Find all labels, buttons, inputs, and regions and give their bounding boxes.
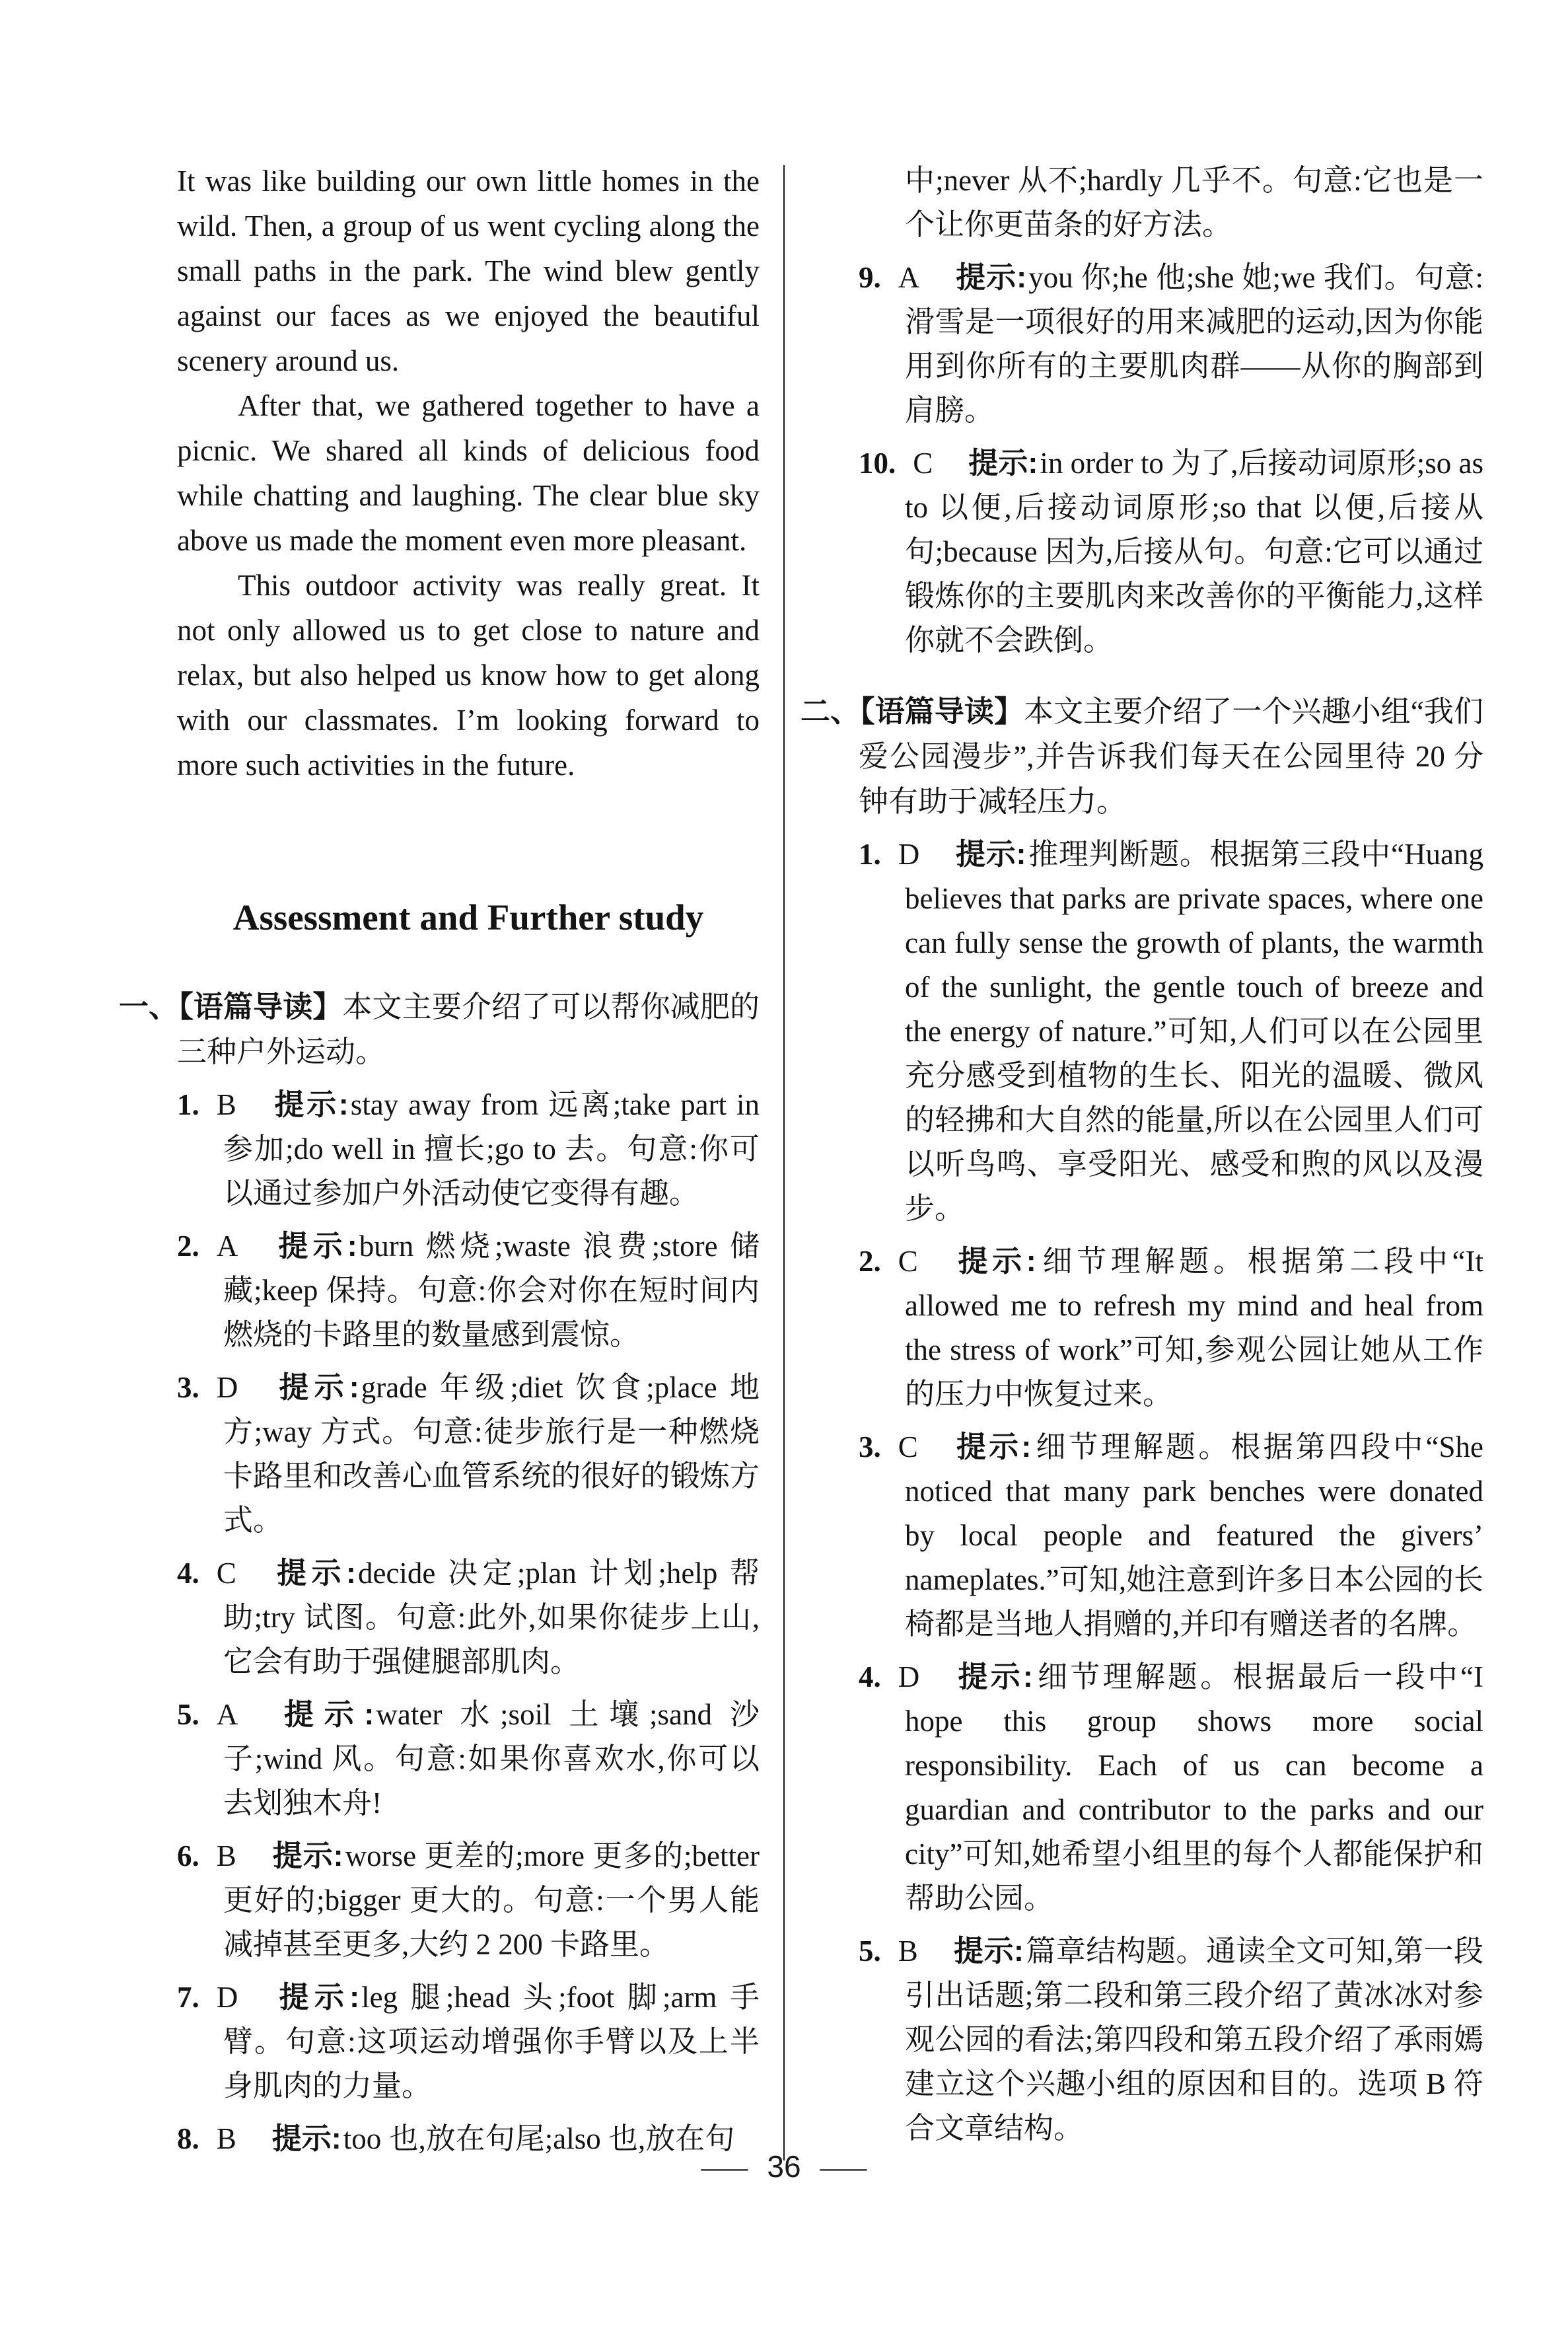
item-answer: B bbox=[216, 2122, 236, 2155]
hint-label: 提示: bbox=[953, 1934, 1024, 1968]
section-text: 本文主要介绍了可以帮你减肥的三种户外运动。 bbox=[177, 990, 760, 1068]
item-number: 4. bbox=[859, 1660, 881, 1693]
item-number: 5. bbox=[859, 1935, 881, 1968]
answer-item bbox=[859, 1424, 1483, 1646]
answer-item bbox=[177, 1224, 760, 1357]
answer-item bbox=[177, 1082, 760, 1216]
hint-label: 提示: bbox=[968, 446, 1038, 480]
item-number: 6. bbox=[177, 1839, 199, 1872]
answer-item bbox=[177, 1551, 760, 1684]
item-number: 1. bbox=[177, 1088, 199, 1121]
item-text: water 水;soil 土壤;sand 沙子;wind 风。句意:如果你喜欢水,你可以去划独木舟! bbox=[223, 1698, 760, 1820]
item-number: 3. bbox=[177, 1371, 199, 1404]
answer-item bbox=[177, 1365, 760, 1543]
hint-label: 提示: bbox=[271, 2122, 341, 2155]
item-number: 2. bbox=[177, 1230, 199, 1263]
item-number: 4. bbox=[177, 1557, 199, 1590]
item-answer: D bbox=[216, 1981, 238, 2014]
item-number: 7. bbox=[177, 1981, 199, 2014]
item-answer: A bbox=[216, 1230, 238, 1263]
item-number: 2. bbox=[859, 1245, 881, 1278]
answer-item bbox=[859, 441, 1483, 663]
item-answer: D bbox=[216, 1371, 238, 1404]
answer-item bbox=[859, 1654, 1483, 1921]
section-heading: Assessment and Further study bbox=[232, 897, 704, 938]
footer-dash-left: — bbox=[701, 2151, 748, 2184]
left-column bbox=[119, 159, 760, 2161]
hint-label: 提示: bbox=[953, 1430, 1032, 1463]
item-text: stay away from 远离;take part in 参加;do well in 擅长;go to 去。句意:你可以通过参加户外活动使它变得有趣。 bbox=[223, 1088, 760, 1210]
item-answer: C bbox=[913, 447, 933, 480]
item-text: worse 更差的;more 更多的;better 更好的;bigger 更大的。句意:一个男人能减掉甚至更多,大约 2 200 卡路里。 bbox=[223, 1839, 760, 1961]
hint-label: 提示: bbox=[271, 1088, 349, 1121]
answer-item bbox=[177, 1692, 760, 1826]
section-intro bbox=[119, 984, 760, 1074]
item-number: 3. bbox=[859, 1430, 881, 1463]
essay-paragraph: It was like building our own little homes in the wild. Then, a group of us went cycling along the small paths in the park. The wind blew gently against our faces as we enjoyed the beautiful scenery around us. bbox=[177, 165, 760, 377]
right-column bbox=[801, 159, 1483, 2151]
item-text: decide 决定;plan 计划;help 帮助;try 试图。句意:此外,如果你徒步上山,它会有助于强健腿部肌肉。 bbox=[223, 1557, 760, 1678]
column-divider bbox=[783, 165, 785, 2160]
hint-label: 提示: bbox=[271, 1556, 356, 1590]
hint-label: 提示: bbox=[955, 260, 1027, 294]
item-answer: C bbox=[898, 1430, 918, 1463]
item-text: you 你;he 他;she 她;we 我们。句意:滑雪是一项很好的用来减肥的运动,因为你能用到你所有的主要肌肉群——从你的胸部到肩膀。 bbox=[905, 261, 1483, 427]
section-marker: 二、 bbox=[801, 694, 861, 728]
section-label: 【语篇导读】 bbox=[178, 990, 343, 1023]
section-text: 本文主要介绍了一个兴趣小组“我们爱公园漫步”,并告诉我们每天在公园里待 20 分钟有助于减轻压力。 bbox=[859, 695, 1483, 818]
item-text: 推理判断题。根据第三段中“Huang believes that parks are private spaces, where one can fully sense the growth of plants, the warmth of the sunlight, the gentle touch of breeze and the energy of nature.”可知,人们可以在公园里充分感受到植物的生长、阳光的温暖、微风的轻拂和大自然的能量,所以在公园里人们可以听鸟鸣、享受阳光、感受和煦的风以及漫步。 bbox=[905, 838, 1483, 1225]
item-answer: B bbox=[216, 1839, 236, 1872]
section-marker: 一、 bbox=[119, 990, 179, 1023]
item-answer: B bbox=[216, 1088, 236, 1121]
item-text: in order to 为了,后接动词原形;so as to 以便,后接动词原形;so that 以便,后接从句;because 因为,后接从句。句意:它可以通过锻炼你的主要肌肉来改善你的平衡能力,这样你就不会跌倒。 bbox=[905, 447, 1483, 657]
footer-dash-right: — bbox=[820, 2151, 867, 2184]
item-text: 篇章结构题。通读全文可知,第一段引出话题;第二段和第三段介绍了黄冰冰对参观公园的看法;第四段和第五段介绍了承雨嫣建立这个兴趣小组的原因和目的。选项 B 符合文章结构。 bbox=[905, 1935, 1483, 2145]
item-text: 细节理解题。根据最后一段中“I hope this group shows more social responsibility. Each of us can become a guardian and contributor to the parks and our city”可知,她希望小组里的每个人都能保护和帮助公园。 bbox=[905, 1660, 1483, 1915]
item-answer: A bbox=[216, 1698, 238, 1731]
hint-label: 提示: bbox=[273, 1980, 360, 2014]
hint-label: 提示: bbox=[273, 1229, 357, 1263]
item-text: grade 年级;diet 饮食;place 地方;way 方式。句意:徒步旅行是一种燃烧卡路里和改善心血管系统的很好的锻炼方式。 bbox=[223, 1371, 760, 1537]
answer-item bbox=[859, 255, 1483, 433]
section-label: 【语篇导读】 bbox=[860, 694, 1024, 728]
item-answer: B bbox=[898, 1935, 918, 1968]
page-number: 36 bbox=[767, 2149, 801, 2184]
essay-paragraph: This outdoor activity was really great. It not only allowed us to get close to nature and relax, but also helped us know how to get along with our classmates. I’m looking forward to more such activities in the future. bbox=[177, 569, 760, 782]
answer-item bbox=[177, 1833, 760, 1967]
item-continuation: 中;never 从不;hardly 几乎不。句意:它也是一个让你更苗条的好方法。 bbox=[905, 164, 1483, 241]
item-number: 9. bbox=[859, 261, 881, 294]
item-text: leg 腿;head 头;foot 脚;arm 手臂。句意:这项运动增强你手臂以及上半身肌肉的力量。 bbox=[223, 1981, 760, 2102]
hint-label: 提示: bbox=[273, 1370, 359, 1404]
item-text: 细节理解题。根据第二段中“It allowed me to refresh my mind and heal from the stress of work”可知,参观公园让她从工作的压力中恢复过来。 bbox=[905, 1245, 1483, 1411]
answer-item bbox=[859, 1239, 1483, 1417]
answer-item bbox=[177, 1975, 760, 2108]
item-number: 1. bbox=[859, 838, 881, 871]
item-text: 细节理解题。根据第四段中“She noticed that many park benches were donated by local people and featured the givers’ nameplates.”可知,她注意到许多日本公园的长椅都是当地人捐赠的,并印有赠送者的名牌。 bbox=[905, 1430, 1483, 1641]
page-footer bbox=[0, 2149, 1568, 2184]
item-answer: C bbox=[216, 1557, 236, 1590]
hint-label: 提示: bbox=[273, 1697, 374, 1731]
item-number: 8. bbox=[177, 2122, 199, 2155]
answer-item bbox=[859, 832, 1483, 1231]
item-text: burn 燃烧;waste 浪费;store 储藏;keep 保持。句意:你会对你在短时间内燃烧的卡路里的数量感到震惊。 bbox=[223, 1230, 760, 1351]
item-number: 10. bbox=[859, 447, 896, 480]
hint-label: 提示: bbox=[953, 1244, 1036, 1278]
answer-item bbox=[859, 1929, 1483, 2151]
essay-paragraph: After that, we gathered together to have a picnic. We shared all kinds of delicious food while chatting and laughing. The clear blue sky above us made the moment even more pleasant. bbox=[177, 389, 760, 557]
section-intro bbox=[801, 689, 1483, 824]
item-answer: D bbox=[898, 838, 920, 871]
item-answer: D bbox=[898, 1660, 920, 1693]
item-text: too 也,放在句尾;also 也,放在句 bbox=[343, 2122, 735, 2155]
item-answer: A bbox=[898, 261, 920, 294]
hint-label: 提示: bbox=[955, 1660, 1033, 1693]
item-number: 5. bbox=[177, 1698, 199, 1731]
item-answer: C bbox=[898, 1245, 918, 1278]
hint-label: 提示: bbox=[955, 837, 1026, 871]
hint-label: 提示: bbox=[271, 1839, 343, 1872]
